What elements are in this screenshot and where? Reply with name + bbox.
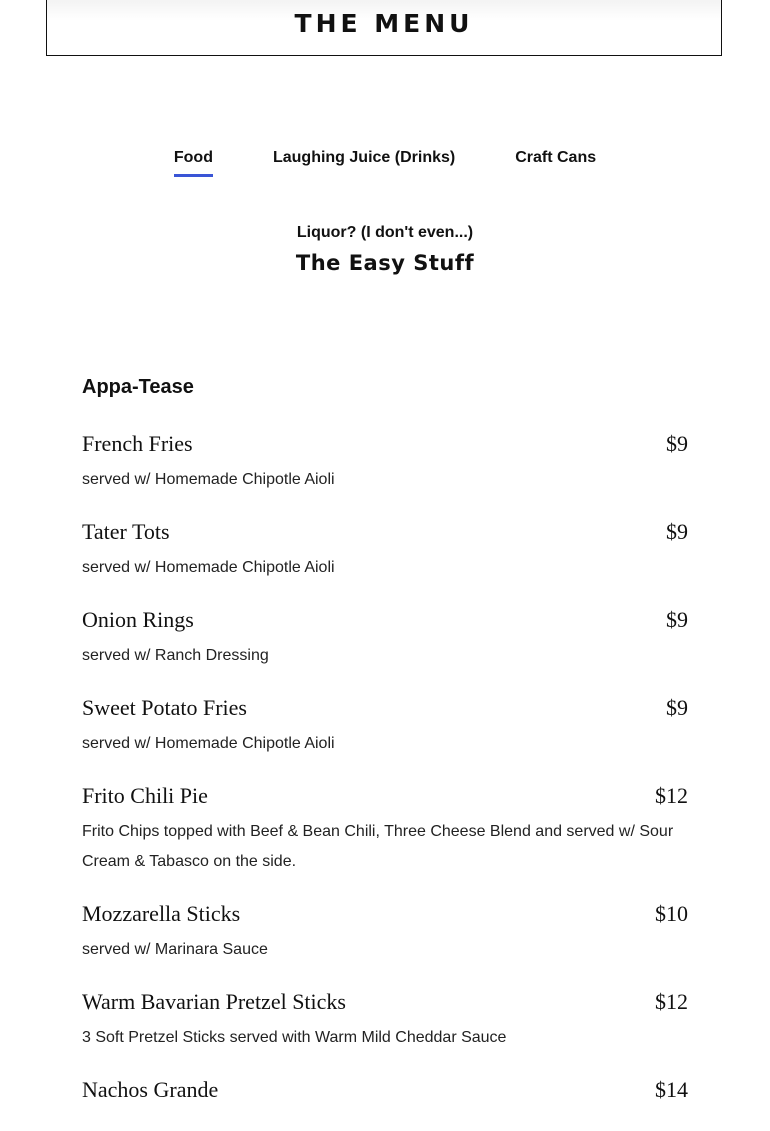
section-title: The Easy Stuff: [295, 251, 475, 275]
item-description: 3 Soft Pretzel Sticks served with Warm Mild Cheddar Sauce: [82, 1029, 507, 1046]
item-name: Sweet Potato Fries: [82, 695, 247, 720]
menu-item: [82, 519, 688, 583]
tab-liquor[interactable]: Liquor? (I don't even...): [296, 224, 474, 241]
menu-item: [82, 901, 688, 965]
menu-item: [82, 695, 688, 759]
tab-laughing-juice[interactable]: Laughing Juice (Drinks): [272, 149, 456, 166]
tab-food[interactable]: Food: [174, 148, 213, 177]
item-description: served w/ Marinara Sauce: [82, 941, 268, 958]
item-name: French Fries: [82, 431, 193, 456]
item-name: Nachos Grande: [82, 1077, 219, 1102]
menu-item: [82, 783, 688, 877]
item-description: served w/ Homemade Chipotle Aioli: [82, 471, 335, 488]
menu-item: [82, 989, 688, 1053]
item-description: served w/ Homemade Chipotle Aioli: [82, 735, 335, 752]
item-price: $12: [655, 783, 688, 808]
item-name: Frito Chili Pie: [82, 783, 208, 808]
item-price: $14: [655, 1077, 688, 1102]
item-price: $9: [666, 695, 688, 720]
page-title: THE MENU: [294, 9, 474, 38]
item-price: $12: [655, 989, 688, 1014]
menu-items: [82, 431, 688, 1131]
item-name: Mozzarella Sticks: [82, 901, 241, 926]
item-price: $9: [666, 607, 688, 632]
item-description: Frito Chips topped with Beef & Bean Chili, Three Cheese Blend and served w/ Sour Cream & Tabasco on the side.: [82, 823, 674, 870]
menu-item: [82, 431, 688, 495]
item-description: served w/ Homemade Chipotle Aioli: [82, 559, 335, 576]
item-description: served w/ Ranch Dressing: [82, 647, 269, 664]
menu-item: [82, 1077, 688, 1107]
category-title: Appa-Tease: [82, 376, 194, 398]
item-price: $9: [666, 431, 688, 456]
item-name: Onion Rings: [82, 607, 194, 632]
item-price: $9: [666, 519, 688, 544]
menu-tabs: [0, 148, 770, 249]
tab-craft-cans[interactable]: Craft Cans: [515, 149, 597, 166]
item-price: $10: [655, 901, 688, 926]
item-name: Warm Bavarian Pretzel Sticks: [82, 989, 346, 1014]
menu-banner: [46, 0, 722, 56]
item-name: Tater Tots: [82, 519, 170, 544]
menu-item: [82, 607, 688, 671]
